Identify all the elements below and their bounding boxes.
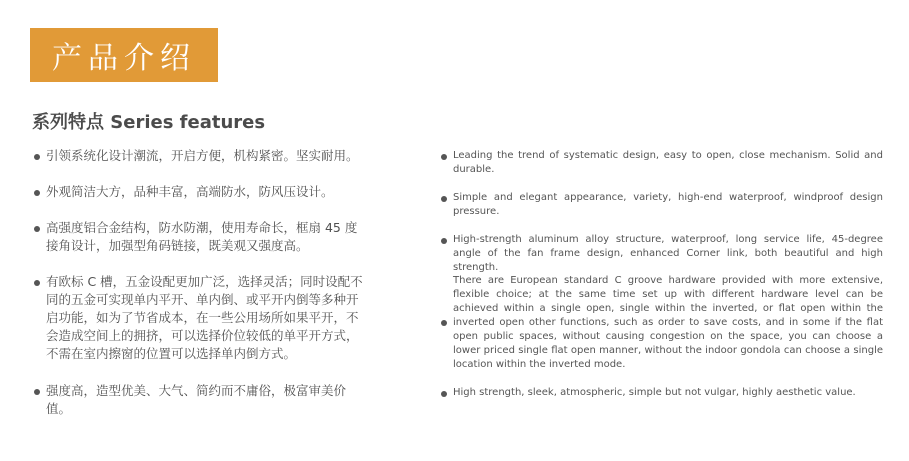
bullet-icon bbox=[34, 280, 40, 286]
feature-item-cn bbox=[34, 273, 364, 363]
feature-text-en: Leading the trend of systematic design, easy to open, close mechanism. Solid and durable. bbox=[453, 150, 883, 175]
feature-text-cn: 高强度铝合金结构，防水防潮，使用寿命长，框扇 45 度接角设计，加强型角码链接，既美观又强度高。 bbox=[46, 220, 358, 253]
feature-item-en bbox=[441, 191, 883, 219]
feature-text-cn: 强度高，造型优美、大气、简约而不庸俗，极富审美价值。 bbox=[46, 383, 347, 416]
feature-text-cn: 引领系统化设计潮流，开启方便，机构紧密。坚实耐用。 bbox=[46, 148, 359, 163]
bullet-icon bbox=[34, 154, 40, 160]
bullet-icon bbox=[441, 154, 447, 160]
section-title: 系列特点 Series features bbox=[32, 112, 266, 133]
bullet-icon bbox=[34, 389, 40, 395]
feature-text-cn: 有欧标 C 槽，五金设配更加广泛，选择灵活；同时设配不同的五金可实现单内平开、单内倒、或平开内倒等多种开启功能，如为了节省成本，在一些公用场所如果平开，不会造成空间上的拥挤，可以选择价位较低的单平开方式，不需在室内擦窗的位置可以选择单内倒方式。 bbox=[46, 274, 363, 361]
feature-text-en: Simple and elegant appearance, variety, high-end waterproof, windproof design pressure. bbox=[453, 192, 883, 217]
feature-item-en bbox=[441, 149, 883, 177]
feature-item-en bbox=[441, 386, 883, 400]
feature-text-en: High-strength aluminum alloy structure, waterproof, long service life, 45-degree angle of the fan frame design, enhanced Corner link, both beautiful and high strength. bbox=[453, 234, 883, 273]
feature-item-cn bbox=[34, 147, 364, 165]
bullet-icon bbox=[34, 226, 40, 232]
feature-item-en bbox=[441, 233, 883, 275]
bullet-icon bbox=[441, 196, 447, 202]
bullet-icon bbox=[441, 238, 447, 244]
feature-text-cn: 外观简洁大方，品种丰富，高端防水，防风压设计。 bbox=[46, 184, 334, 199]
feature-text-en: High strength, sleek, atmospheric, simple but not vulgar, highly aesthetic value. bbox=[453, 387, 856, 398]
feature-item-cn bbox=[34, 382, 364, 418]
feature-item-en bbox=[441, 274, 883, 372]
bullet-icon bbox=[441, 391, 447, 397]
feature-item-cn bbox=[34, 219, 364, 255]
banner-title: 产品介绍 bbox=[52, 41, 196, 76]
feature-text-en: There are European standard C groove hardware provided with more extensive, flexible choice; at the same time set up with different hardware level can be achieved within a single open, single within the inverted, or flat open within the inverted open other functions, such as order to save costs, and in some if the flat open public spaces, without causing congestion on the space, you can choose a lower priced single flat open manner, without the indoor gondola can choose a single location within the inverted mode. bbox=[453, 275, 883, 370]
page-banner bbox=[30, 28, 218, 82]
feature-item-cn bbox=[34, 183, 364, 201]
bullet-icon bbox=[34, 190, 40, 196]
bullet-icon bbox=[441, 320, 447, 326]
